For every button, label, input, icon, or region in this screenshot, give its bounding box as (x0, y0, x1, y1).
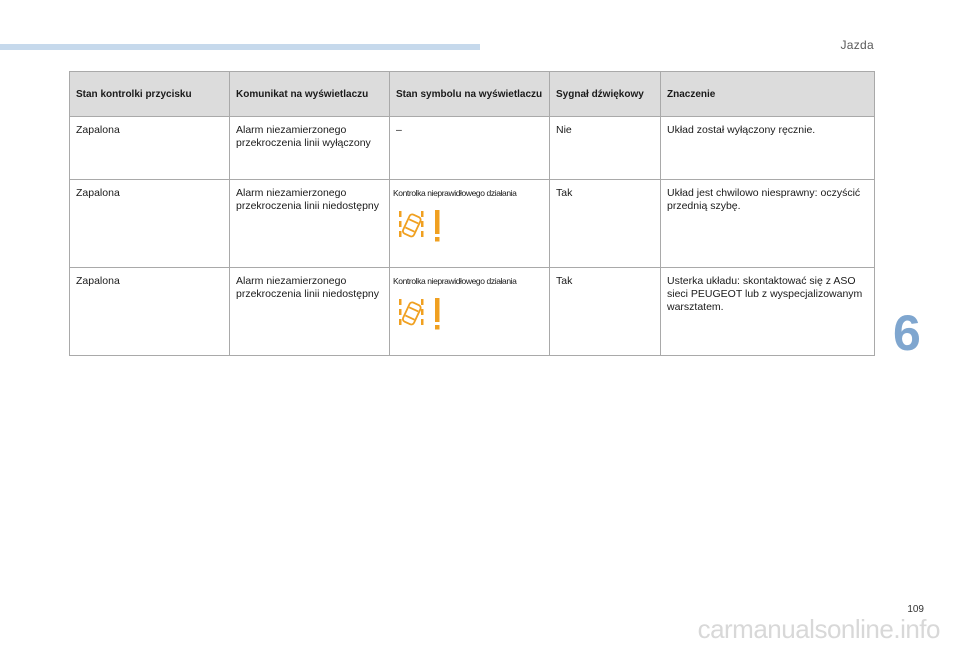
table-row (70, 268, 875, 356)
header-accent-bar (0, 44, 480, 50)
cell-state: Zapalona (70, 180, 230, 268)
watermark: carmanualsonline.info (697, 614, 940, 644)
column-header-state: Stan kontrolki przycisku (70, 72, 230, 117)
cell-symbol: – (390, 117, 550, 180)
symbol-caption: Kontrolka nieprawidłowego działania (393, 276, 517, 286)
cell-message: Alarm niezamierzonego przekroczenia linii niedostępny (230, 268, 390, 356)
cell-state: Zapalona (70, 117, 230, 180)
cell-symbol (390, 268, 550, 356)
cell-meaning: Układ został wyłączony ręcznie. (661, 117, 875, 180)
lane-departure-warning-icon (396, 208, 446, 244)
table-row (70, 117, 875, 180)
page-number: 109 (907, 604, 924, 615)
cell-state: Zapalona (70, 268, 230, 356)
chapter-number: 6 (893, 305, 921, 361)
table-header-row (70, 72, 875, 117)
cell-symbol (390, 180, 550, 268)
cell-meaning: Usterka układu: skontaktować się z ASO sieci PEUGEOT lub z wyspecjalizowanym warsztatem. (661, 268, 875, 356)
column-header-meaning: Znaczenie (661, 72, 875, 117)
indicator-table (69, 71, 875, 356)
cell-sound: Tak (550, 180, 661, 268)
cell-meaning: Układ jest chwilowo niesprawny: oczyścić przednią szybę. (661, 180, 875, 268)
column-header-sound: Sygnał dźwiękowy (550, 72, 661, 117)
cell-message: Alarm niezamierzonego przekroczenia linii wyłączony (230, 117, 390, 180)
table-row (70, 180, 875, 268)
lane-departure-warning-icon (396, 296, 446, 332)
cell-sound: Nie (550, 117, 661, 180)
section-title: Jazda (840, 38, 874, 52)
column-header-symbol: Stan symbolu na wyświetlaczu (390, 72, 550, 117)
column-header-message: Komunikat na wyświetlaczu (230, 72, 390, 117)
cell-sound: Tak (550, 268, 661, 356)
symbol-caption: Kontrolka nieprawidłowego działania (393, 188, 517, 198)
cell-message: Alarm niezamierzonego przekroczenia linii niedostępny (230, 180, 390, 268)
